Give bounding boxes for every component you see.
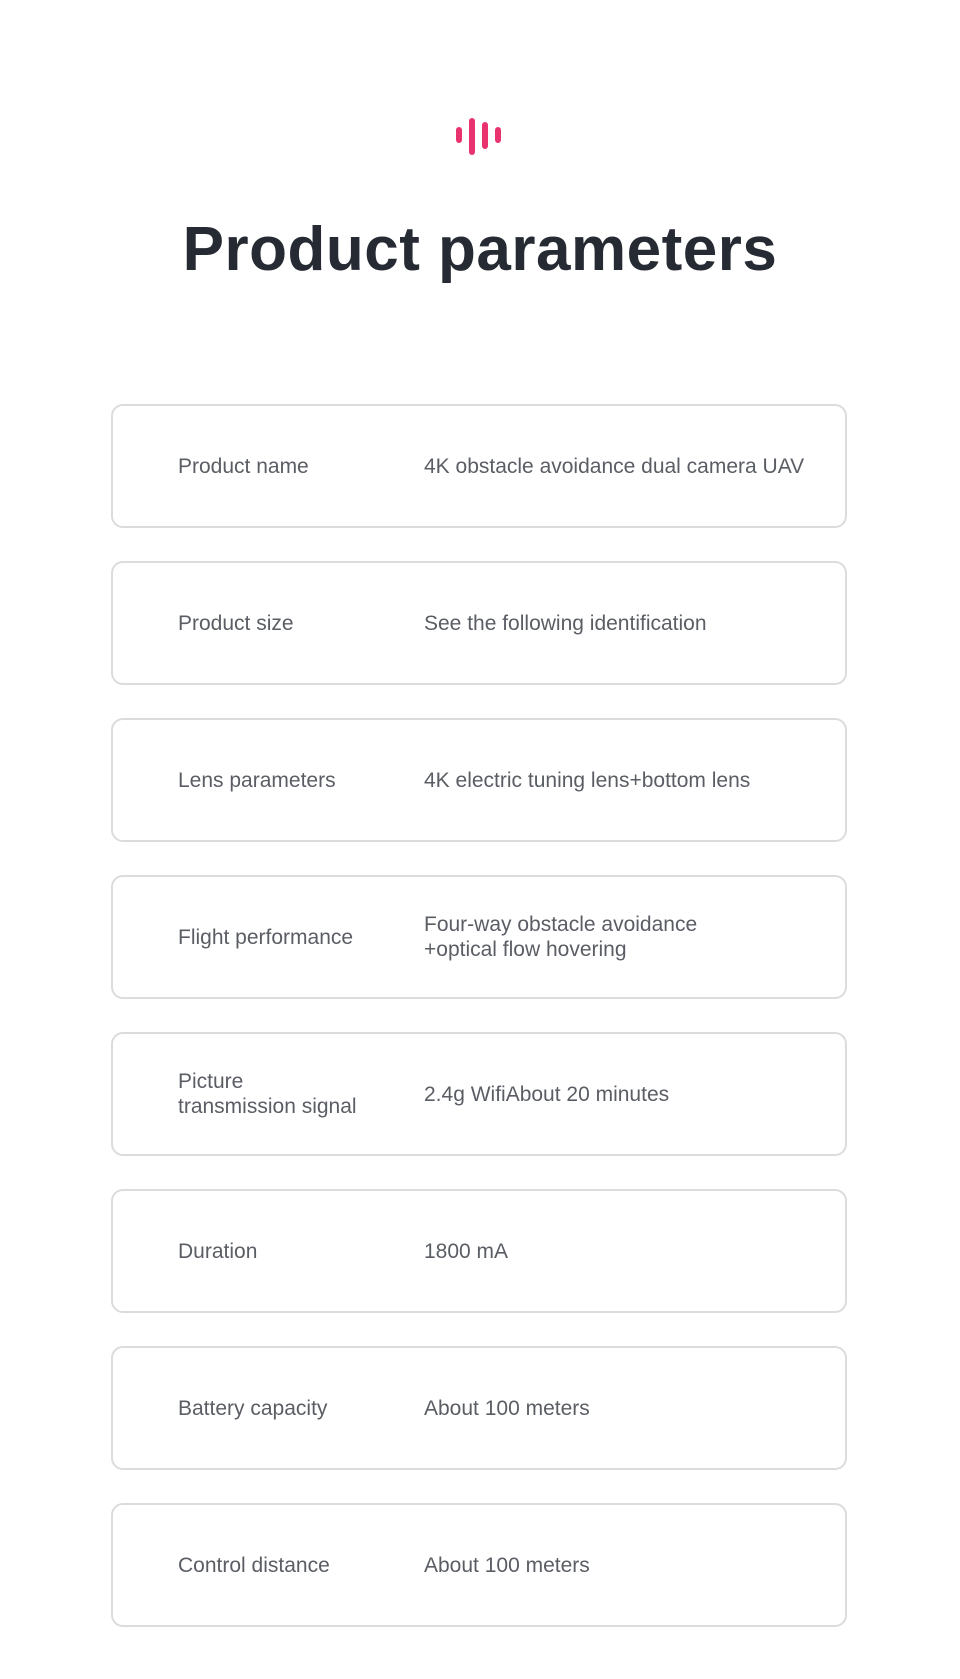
param-value: 1800 mA	[424, 1239, 509, 1263]
param-value: See the following identification	[424, 611, 707, 635]
param-row-battery-capacity	[111, 1346, 847, 1470]
sound-wave-icon	[455, 117, 505, 157]
param-label: Battery capacity	[178, 1396, 328, 1420]
param-label: Control distance	[178, 1553, 330, 1577]
param-label: Product name	[178, 454, 309, 478]
param-value: 4K obstacle avoidance dual camera UAV	[424, 454, 805, 478]
param-row-duration	[111, 1189, 847, 1313]
param-label: Duration	[178, 1239, 258, 1263]
param-label: Product size	[178, 611, 294, 635]
param-row-flight-performance	[111, 875, 847, 999]
param-label: Picture transmission signal	[178, 1070, 357, 1118]
param-value: About 100 meters	[424, 1396, 590, 1420]
param-value: 4K electric tuning lens+bottom lens	[424, 768, 751, 792]
param-value: Four-way obstacle avoidance +optical flow hovering	[424, 913, 698, 961]
param-row-control-distance	[111, 1503, 847, 1627]
param-label: Flight performance	[178, 925, 354, 949]
parameter-list	[111, 404, 847, 1660]
param-row-product-name	[111, 404, 847, 528]
param-row-transmission-signal	[111, 1032, 847, 1156]
param-row-lens-parameters	[111, 718, 847, 842]
param-value: 2.4g WifiAbout 20 minutes	[424, 1082, 670, 1106]
param-label: Lens parameters	[178, 768, 336, 792]
param-row-product-size	[111, 561, 847, 685]
page-title: Product parameters	[182, 215, 778, 284]
param-value: About 100 meters	[424, 1553, 590, 1577]
